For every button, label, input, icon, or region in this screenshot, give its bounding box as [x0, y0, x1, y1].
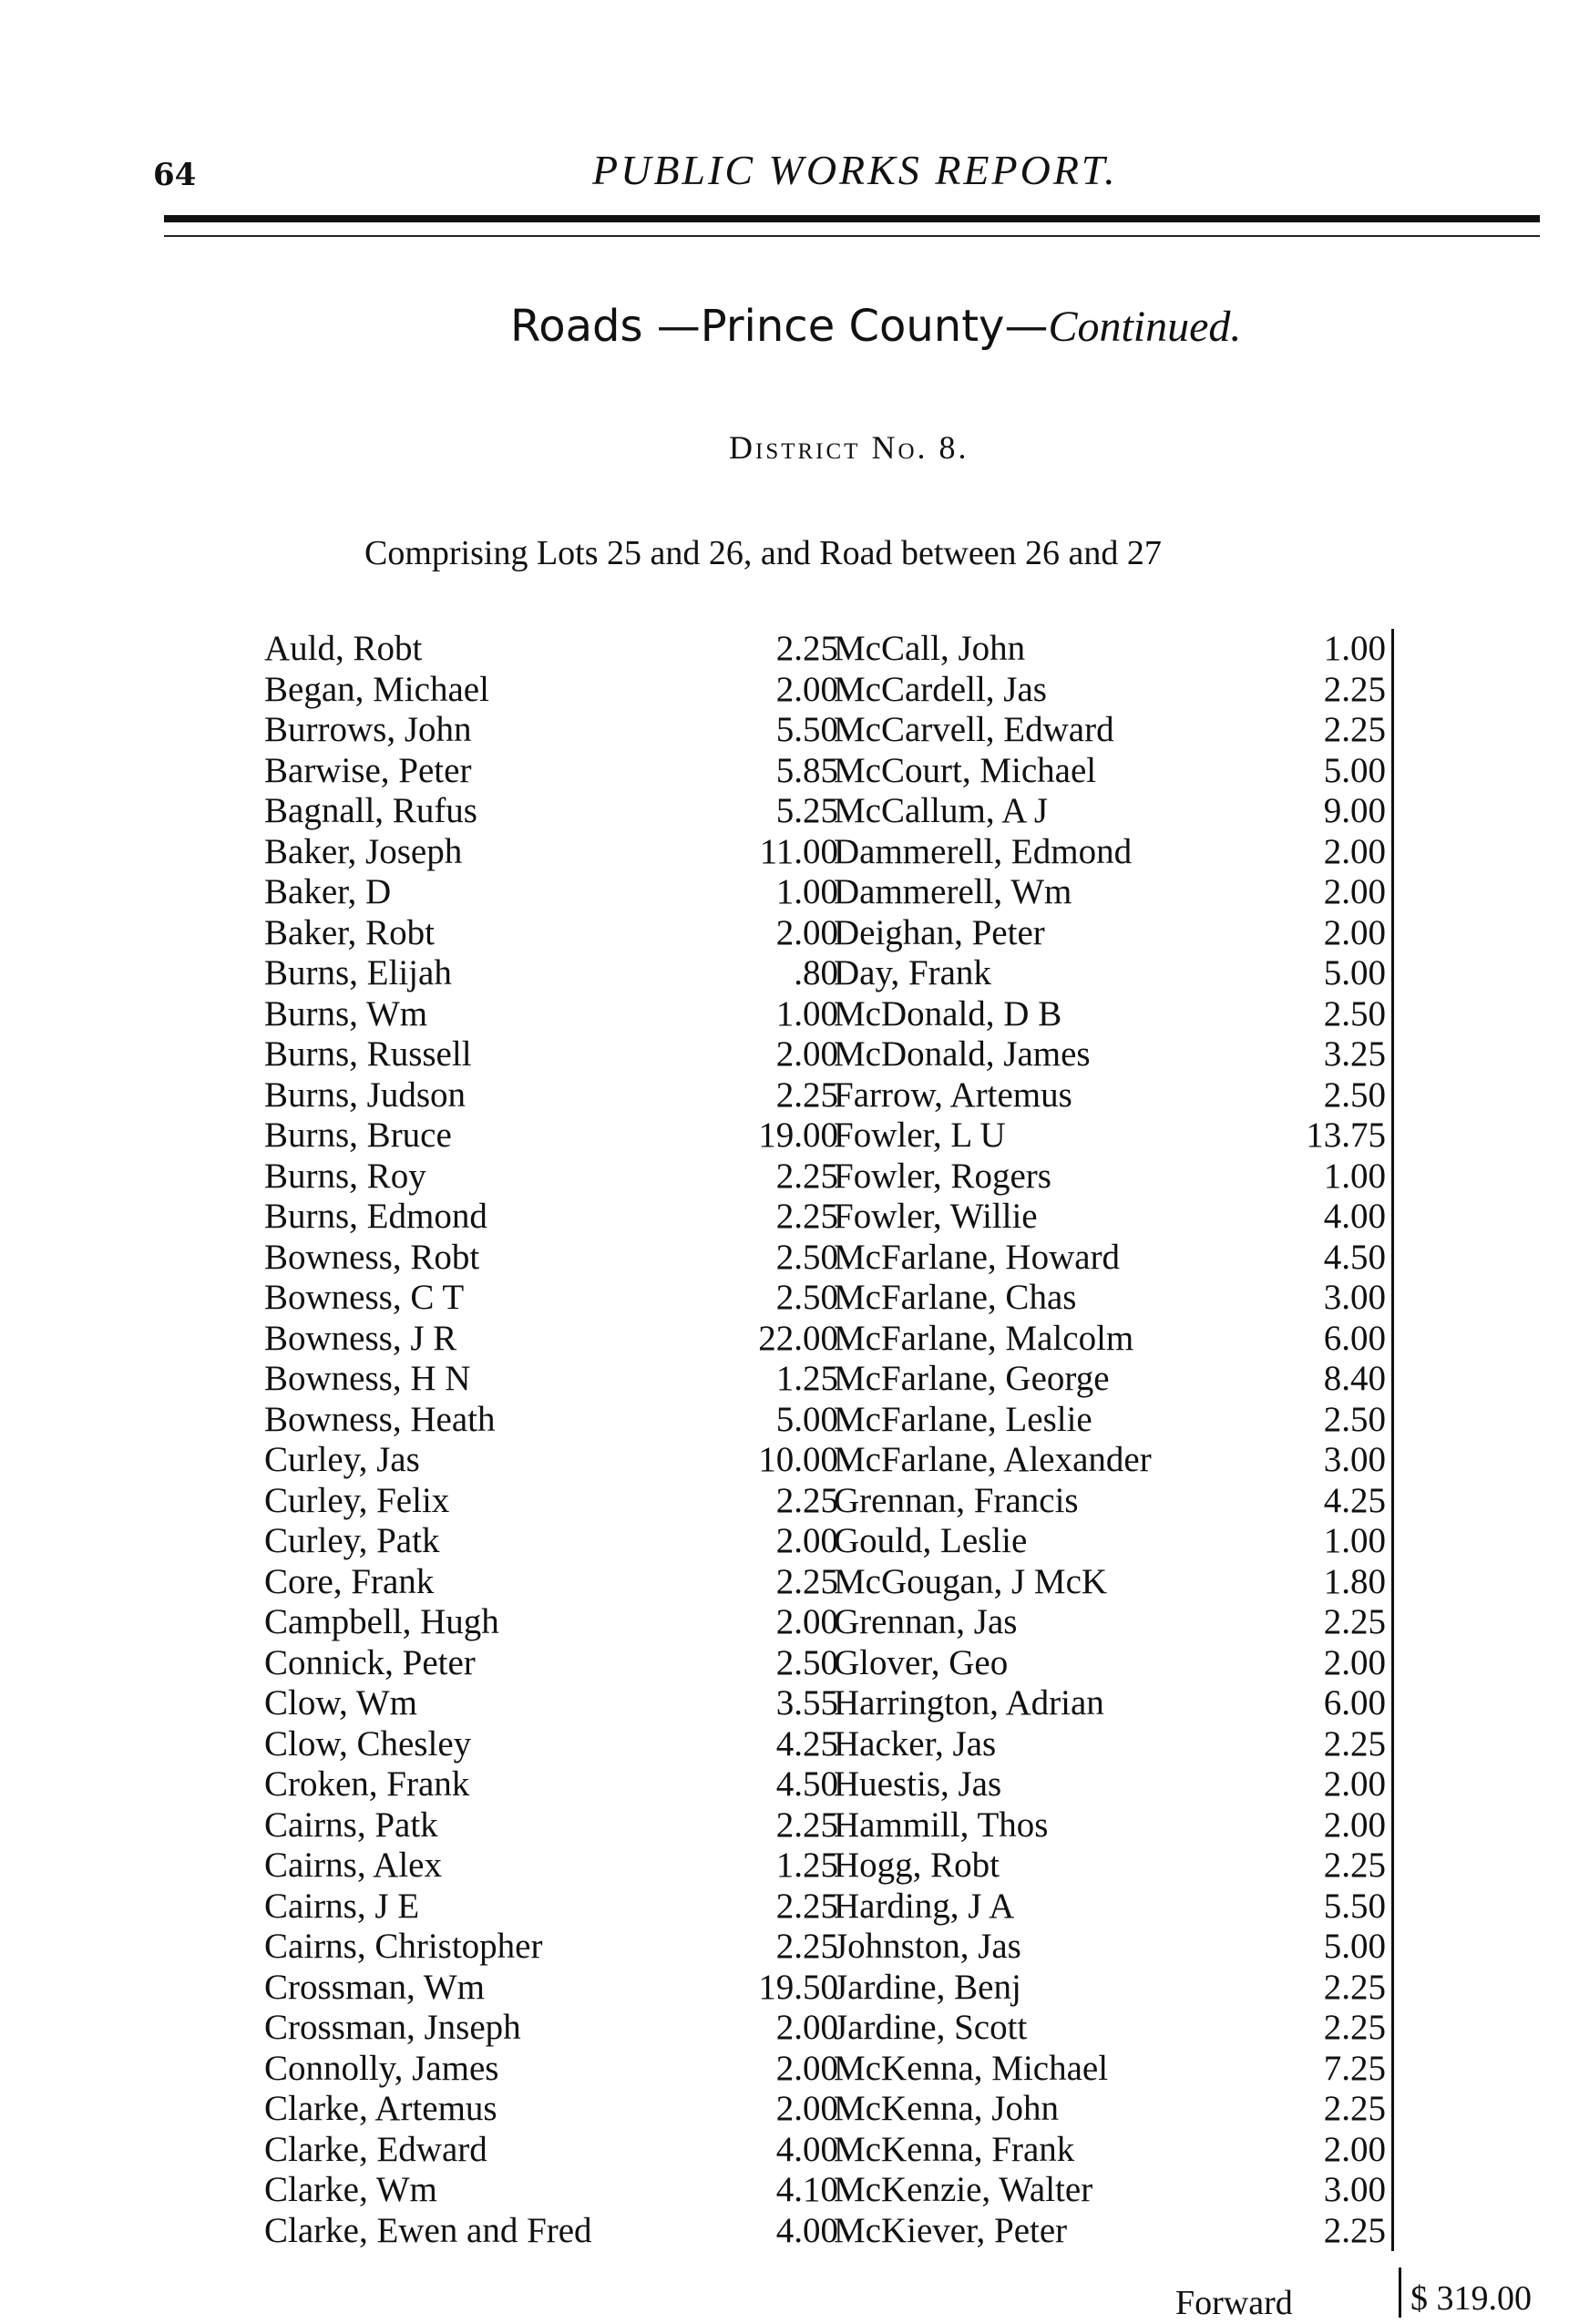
entry-name: Deighan, Peter — [834, 912, 1045, 952]
entry-amount: 2.25 — [1323, 2210, 1386, 2250]
entry-amount: 2.00 — [775, 1521, 838, 1560]
entry-amount: 2.25 — [1323, 1723, 1386, 1764]
entry-amount: 19.50 — [758, 1967, 838, 2007]
list-item — [834, 2049, 1391, 2090]
list-item — [264, 1197, 838, 1238]
entry-amount: 4.50 — [1323, 1237, 1386, 1277]
entry-name: Burns, Judson — [264, 1075, 467, 1115]
forward-total: $ 319.00 — [1410, 2279, 1532, 2318]
running-head: PUBLIC WORKS REPORT. — [592, 147, 1118, 193]
entry-name: Clow, Chesley — [264, 1723, 472, 1764]
entry-name: Day, Frank — [834, 953, 991, 992]
entry-amount: 2.25 — [775, 1561, 838, 1601]
entry-name: Harding, J A — [834, 1886, 1015, 1926]
entry-amount: 1.00 — [1323, 1156, 1386, 1196]
entry-name: McFarlane, George — [834, 1359, 1110, 1398]
entry-name: Bowness, Robt — [264, 1237, 480, 1277]
list-item — [264, 1400, 838, 1441]
entry-name: Burns, Edmond — [264, 1197, 487, 1236]
entry-name: Clow, Wm — [264, 1683, 417, 1722]
entry-amount: 2.25 — [775, 1075, 838, 1115]
list-item — [834, 994, 1391, 1035]
list-item — [834, 1034, 1391, 1075]
entry-amount: 1.80 — [1323, 1561, 1386, 1601]
entry-amount: 2.25 — [1323, 2089, 1386, 2128]
entry-amount: 2.25 — [775, 1156, 838, 1196]
entry-name: Clarke, Ewen and Fred — [264, 2210, 592, 2250]
list-item — [264, 1521, 838, 1562]
entry-name: Curley, Jas — [264, 1440, 420, 1479]
entry-name: Farrow, Artemus — [834, 1075, 1072, 1115]
right-column — [834, 629, 1394, 2251]
list-item — [264, 2089, 838, 2130]
list-item — [834, 670, 1391, 711]
list-item — [834, 1562, 1391, 1603]
list-item — [264, 1887, 838, 1928]
list-item — [834, 1359, 1391, 1400]
list-item — [834, 1887, 1391, 1928]
list-item — [834, 1521, 1391, 1562]
entry-name: Bowness, J R — [264, 1318, 457, 1358]
list-item — [834, 1400, 1391, 1441]
entry-name: Fowler, Rogers — [834, 1156, 1051, 1196]
entry-amount: 5.00 — [1323, 953, 1386, 992]
entry-amount: 2.00 — [775, 912, 838, 952]
entry-name: McFarlane, Alexander — [834, 1440, 1152, 1479]
entry-amount: 1.25 — [775, 1846, 838, 1885]
entry-amount: 2.25 — [1323, 710, 1386, 749]
entry-amount: 3.25 — [1323, 1034, 1386, 1074]
list-item — [264, 1683, 838, 1724]
entry-name: McCardell, Jas — [834, 669, 1047, 709]
entry-amount: 2.50 — [775, 1278, 838, 1317]
entry-name: Hogg, Robt — [834, 1846, 1000, 1885]
entry-amount: 2.25 — [1323, 1846, 1386, 1885]
entry-amount: 7.25 — [1323, 2048, 1386, 2088]
entry-amount: 2.25 — [1323, 669, 1386, 709]
entry-amount: 2.00 — [775, 2008, 838, 2047]
list-item — [834, 1481, 1391, 1522]
entry-name: Burns, Roy — [264, 1156, 426, 1196]
entry-amount: .80 — [794, 953, 838, 992]
section-title-continued: Continued. — [1048, 303, 1242, 351]
district-description: Comprising Lots 25 and 26, and Road between 26 and 27 — [364, 534, 1162, 572]
entry-amount: 2.00 — [1323, 912, 1386, 952]
entry-amount: 2.00 — [1323, 1805, 1386, 1845]
forward-label: Forward — [1175, 2284, 1293, 2322]
list-item — [834, 953, 1391, 994]
entry-amount: 5.00 — [1323, 1927, 1386, 1966]
entry-amount: 9.00 — [1323, 791, 1386, 830]
list-item — [264, 1440, 838, 1481]
entry-name: Glover, Geo — [834, 1642, 1009, 1682]
entry-amount: 4.50 — [775, 1764, 838, 1804]
list-item — [834, 2170, 1391, 2211]
list-item — [264, 629, 838, 670]
entry-amount: 2.00 — [1323, 1764, 1386, 1804]
entry-amount: 5.00 — [1323, 750, 1386, 790]
list-item — [834, 629, 1391, 670]
entry-name: McDonald, D B — [834, 993, 1062, 1033]
entry-name: Huestis, Jas — [834, 1764, 1002, 1804]
entry-name: Baker, Robt — [264, 912, 435, 952]
entry-name: McKenna, John — [834, 2089, 1059, 2128]
list-item — [264, 1643, 838, 1684]
total-rule — [1399, 2267, 1401, 2318]
entry-amount: 2.25 — [1323, 1602, 1386, 1641]
entry-name: Curley, Felix — [264, 1480, 450, 1520]
list-item — [834, 1602, 1391, 1643]
entry-amount: 5.50 — [775, 710, 838, 749]
entry-name: Jardine, Scott — [834, 2008, 1028, 2047]
entry-name: Clarke, Wm — [264, 2170, 437, 2209]
entry-name: Burns, Elijah — [264, 953, 452, 992]
entry-amount: 2.50 — [1323, 1399, 1386, 1439]
header-rule-thin — [164, 235, 1540, 237]
entry-amount: 2.25 — [775, 1927, 838, 1966]
list-item — [264, 1034, 838, 1075]
entry-amount: 4.25 — [775, 1723, 838, 1764]
entry-name: McCarvell, Edward — [834, 710, 1114, 749]
entry-name: Harrington, Adrian — [834, 1683, 1104, 1722]
entry-name: Auld, Robt — [264, 629, 423, 668]
list-item — [264, 953, 838, 994]
entry-name: Burrows, John — [264, 710, 472, 749]
list-item — [264, 1319, 838, 1360]
entry-amount: 2.50 — [1323, 993, 1386, 1033]
entry-name: Bagnall, Rufus — [264, 791, 477, 830]
entry-amount: 2.50 — [775, 1237, 838, 1277]
list-item — [264, 2211, 838, 2252]
entry-name: Cairns, Patk — [264, 1805, 438, 1845]
entry-name: Connick, Peter — [264, 1642, 476, 1682]
entry-name: Johnston, Jas — [834, 1927, 1021, 1966]
list-item — [264, 994, 838, 1035]
entry-amount: 2.00 — [775, 2048, 838, 2088]
entry-name: McGougan, J McK — [834, 1561, 1108, 1601]
entry-name: Clarke, Edward — [264, 2129, 487, 2169]
entry-amount: 5.50 — [1323, 1886, 1386, 1926]
entry-amount: 4.25 — [1323, 1480, 1386, 1520]
list-item — [834, 1968, 1391, 2009]
entry-amount: 22.00 — [758, 1318, 838, 1358]
list-item — [264, 1359, 838, 1400]
entry-name: Grennan, Francis — [834, 1480, 1079, 1520]
section-title — [510, 301, 1241, 352]
left-column — [264, 629, 838, 2251]
entry-name: Cairns, J E — [264, 1886, 420, 1926]
list-item — [834, 710, 1391, 751]
list-item — [834, 1116, 1391, 1157]
entry-amount: 6.00 — [1323, 1318, 1386, 1358]
list-item — [264, 1075, 838, 1116]
list-item — [834, 1075, 1391, 1116]
list-item — [834, 2130, 1391, 2171]
entry-name: Fowler, Willie — [834, 1197, 1038, 1236]
list-item — [834, 751, 1391, 792]
entry-amount: 3.00 — [1323, 1278, 1386, 1317]
entry-name: Grennan, Jas — [834, 1602, 1018, 1641]
list-item — [264, 1846, 838, 1887]
list-item — [264, 2130, 838, 2171]
list-item — [834, 2089, 1391, 2130]
entry-amount: 1.00 — [775, 872, 838, 911]
list-item — [264, 670, 838, 711]
list-item — [264, 872, 838, 913]
list-item — [264, 1562, 838, 1603]
list-item — [834, 913, 1391, 954]
list-item — [834, 1764, 1391, 1805]
list-item — [264, 2170, 838, 2211]
entry-name: Crossman, Jnseph — [264, 2008, 521, 2047]
entry-amount: 6.00 — [1323, 1683, 1386, 1722]
entry-amount: 1.25 — [775, 1359, 838, 1398]
entry-name: Crossman, Wm — [264, 1967, 485, 2007]
entry-amount: 8.40 — [1323, 1359, 1386, 1398]
list-item — [834, 791, 1391, 832]
entry-name: Curley, Patk — [264, 1521, 440, 1560]
list-item — [834, 1724, 1391, 1765]
entry-amount: 4.00 — [775, 2129, 838, 2169]
entry-amount: 2.00 — [1323, 872, 1386, 911]
entry-amount: 3.55 — [775, 1683, 838, 1722]
entry-name: Cairns, Alex — [264, 1846, 442, 1885]
entry-amount: 5.00 — [775, 1399, 838, 1439]
entry-amount: 2.00 — [775, 2089, 838, 2128]
entry-amount: 1.00 — [1323, 1521, 1386, 1560]
entry-amount: 2.00 — [775, 1602, 838, 1641]
entry-name: Gould, Leslie — [834, 1521, 1028, 1560]
entry-name: Jardine, Benj — [834, 1967, 1021, 2007]
list-item — [834, 832, 1391, 873]
entry-amount: 3.00 — [1323, 1440, 1386, 1479]
entry-amount: 1.00 — [1323, 629, 1386, 668]
entry-name: Fowler, L U — [834, 1116, 1006, 1155]
entry-name: Dammerell, Wm — [834, 872, 1072, 911]
list-item — [834, 1197, 1391, 1238]
list-item — [834, 1440, 1391, 1481]
entry-name: Campbell, Hugh — [264, 1602, 499, 1641]
header-rule-thick — [164, 215, 1540, 222]
entry-name: Burns, Wm — [264, 993, 428, 1033]
district-heading: District No. 8. — [729, 429, 969, 466]
list-item — [264, 832, 838, 873]
list-item — [264, 1968, 838, 2009]
entry-amount: 2.25 — [775, 1805, 838, 1845]
entry-amount: 2.00 — [775, 669, 838, 709]
list-item — [264, 710, 838, 751]
list-item — [264, 751, 838, 792]
list-item — [834, 872, 1391, 913]
list-item — [834, 1683, 1391, 1724]
entry-amount: 13.75 — [1306, 1116, 1386, 1155]
list-item — [834, 1805, 1391, 1846]
entry-amount: 5.85 — [775, 750, 838, 790]
entry-name: Burns, Bruce — [264, 1116, 452, 1155]
list-item — [264, 2008, 838, 2049]
entry-name: Hacker, Jas — [834, 1723, 997, 1764]
entry-name: Began, Michael — [264, 669, 489, 709]
entry-name: McKiever, Peter — [834, 2210, 1068, 2250]
entry-name: Burns, Russell — [264, 1034, 472, 1074]
list-item — [834, 1319, 1391, 1360]
entry-amount: 11.00 — [759, 831, 838, 871]
entry-name: Dammerell, Edmond — [834, 831, 1133, 871]
list-item — [834, 2211, 1391, 2252]
list-item — [264, 1157, 838, 1198]
entry-name: Cairns, Christopher — [264, 1927, 543, 1966]
entry-amount: 2.25 — [775, 1197, 838, 1236]
entry-name: Baker, D — [264, 872, 392, 911]
entry-name: Barwise, Peter — [264, 750, 472, 790]
entry-name: Croken, Frank — [264, 1764, 470, 1804]
entry-amount: 19.00 — [758, 1116, 838, 1155]
entry-name: Core, Frank — [264, 1561, 435, 1601]
entry-name: McCall, John — [834, 629, 1026, 668]
entry-amount: 2.25 — [1323, 2008, 1386, 2047]
list-item — [834, 2008, 1391, 2049]
list-item — [264, 1927, 838, 1968]
entry-amount: 4.00 — [775, 2210, 838, 2250]
entry-amount: 2.00 — [775, 1034, 838, 1074]
entry-amount: 2.25 — [1323, 1967, 1386, 2007]
entry-amount: 4.10 — [775, 2170, 838, 2209]
entry-amount: 10.00 — [758, 1440, 838, 1479]
entry-amount: 2.25 — [775, 1480, 838, 1520]
entry-amount: 4.00 — [1323, 1197, 1386, 1236]
entry-name: McCallum, A J — [834, 791, 1049, 830]
section-title-main: Roads —Prince County— — [510, 301, 1049, 352]
entry-amount: 1.00 — [775, 993, 838, 1033]
list-item — [834, 1846, 1391, 1887]
entry-name: McKenna, Michael — [834, 2048, 1109, 2088]
entry-amount: 2.00 — [1323, 2129, 1386, 2169]
page-number: 64 — [153, 157, 197, 193]
list-item — [264, 1724, 838, 1765]
list-item — [264, 1481, 838, 1522]
entry-amount: 2.50 — [1323, 1075, 1386, 1115]
list-item — [264, 1116, 838, 1157]
entry-amount: 2.00 — [1323, 1642, 1386, 1682]
entry-name: Hammill, Thos — [834, 1805, 1049, 1845]
list-item — [834, 1278, 1391, 1319]
entry-name: McFarlane, Howard — [834, 1237, 1121, 1277]
entry-name: Baker, Joseph — [264, 831, 463, 871]
entry-name: Bowness, H N — [264, 1359, 471, 1398]
entry-amount: 3.00 — [1323, 2170, 1386, 2209]
entry-amount: 2.00 — [1323, 831, 1386, 871]
entry-name: Bowness, Heath — [264, 1399, 496, 1439]
entry-name: McCourt, Michael — [834, 750, 1097, 790]
list-item — [834, 1643, 1391, 1684]
list-item — [264, 1238, 838, 1279]
entry-name: Clarke, Artemus — [264, 2089, 497, 2128]
entry-amount: 5.25 — [775, 791, 838, 830]
entry-name: McKenna, Frank — [834, 2129, 1075, 2169]
list-item — [834, 1157, 1391, 1198]
list-item — [834, 1238, 1391, 1279]
list-item — [834, 1927, 1391, 1968]
list-item — [264, 913, 838, 954]
entry-name: Bowness, C T — [264, 1278, 465, 1317]
entry-name: McFarlane, Malcolm — [834, 1318, 1134, 1358]
list-item — [264, 1602, 838, 1643]
entry-name: McKenzie, Walter — [834, 2170, 1093, 2209]
entry-name: McFarlane, Chas — [834, 1278, 1077, 1317]
list-item — [264, 1805, 838, 1846]
entry-name: McFarlane, Leslie — [834, 1399, 1092, 1439]
entry-amount: 2.25 — [775, 1886, 838, 1926]
list-item — [264, 1278, 838, 1319]
entry-amount: 2.25 — [775, 629, 838, 668]
entry-name: Connolly, James — [264, 2048, 499, 2088]
list-item — [264, 791, 838, 832]
entry-amount: 2.50 — [775, 1642, 838, 1682]
entry-name: McDonald, James — [834, 1034, 1091, 1074]
list-item — [264, 1764, 838, 1805]
list-item — [264, 2049, 838, 2090]
